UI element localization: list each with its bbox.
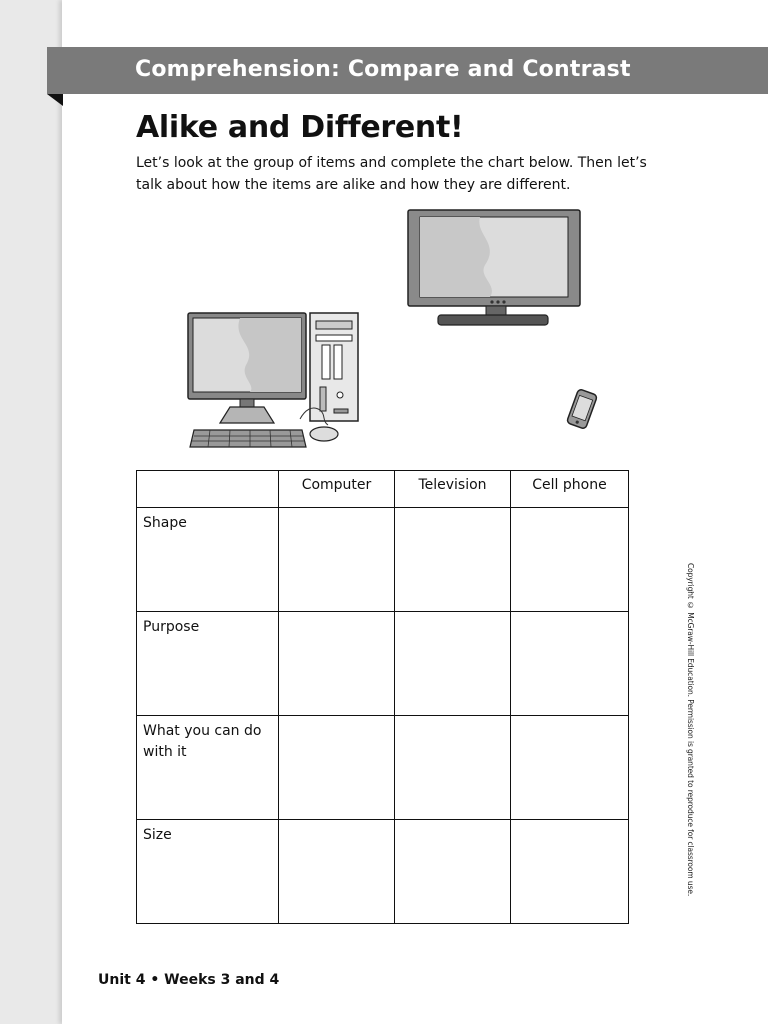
computer-image [188, 313, 358, 447]
answer-cell[interactable] [395, 820, 511, 924]
copyright-notice: Copyright © McGraw-Hill Education. Permission is granted to reproduce for classroom use. [686, 563, 695, 897]
chart-corner-cell [137, 471, 279, 508]
page-footer: Unit 4 • Weeks 3 and 4 [98, 972, 280, 988]
intro-text: Let’s look at the group of items and complete the chart below. Then let’s talk about how the items are alike and how they are different. [136, 155, 647, 193]
chart-row-purpose [137, 612, 629, 716]
section-title: Comprehension: Compare and Contrast [135, 57, 631, 82]
answer-cell[interactable] [279, 820, 395, 924]
answer-cell[interactable] [395, 612, 511, 716]
answer-cell[interactable] [395, 508, 511, 612]
answer-cell[interactable] [395, 716, 511, 820]
column-header-television: Television [395, 471, 511, 508]
answer-cell[interactable] [279, 716, 395, 820]
row-label: What you can do with it [137, 716, 279, 820]
row-label: Size [137, 820, 279, 924]
section-banner [47, 47, 768, 94]
answer-cell[interactable] [511, 508, 629, 612]
answer-cell[interactable] [511, 612, 629, 716]
compare-chart [136, 470, 629, 924]
chart-row-shape [137, 508, 629, 612]
device-illustrations [180, 205, 620, 455]
column-header-cell-phone: Cell phone [511, 471, 629, 508]
column-header-computer: Computer [279, 471, 395, 508]
answer-cell[interactable] [279, 612, 395, 716]
banner-fold [47, 94, 63, 106]
television-image [408, 210, 580, 325]
row-label: Shape [137, 508, 279, 612]
answer-cell[interactable] [511, 716, 629, 820]
page-title: Alike and Different! [136, 110, 464, 145]
chart-header-row [137, 471, 629, 508]
answer-cell[interactable] [279, 508, 395, 612]
cell-phone-image [566, 389, 597, 430]
chart-row-what-you-can-do [137, 716, 629, 820]
row-label: Purpose [137, 612, 279, 716]
answer-cell[interactable] [511, 820, 629, 924]
chart-row-size [137, 820, 629, 924]
